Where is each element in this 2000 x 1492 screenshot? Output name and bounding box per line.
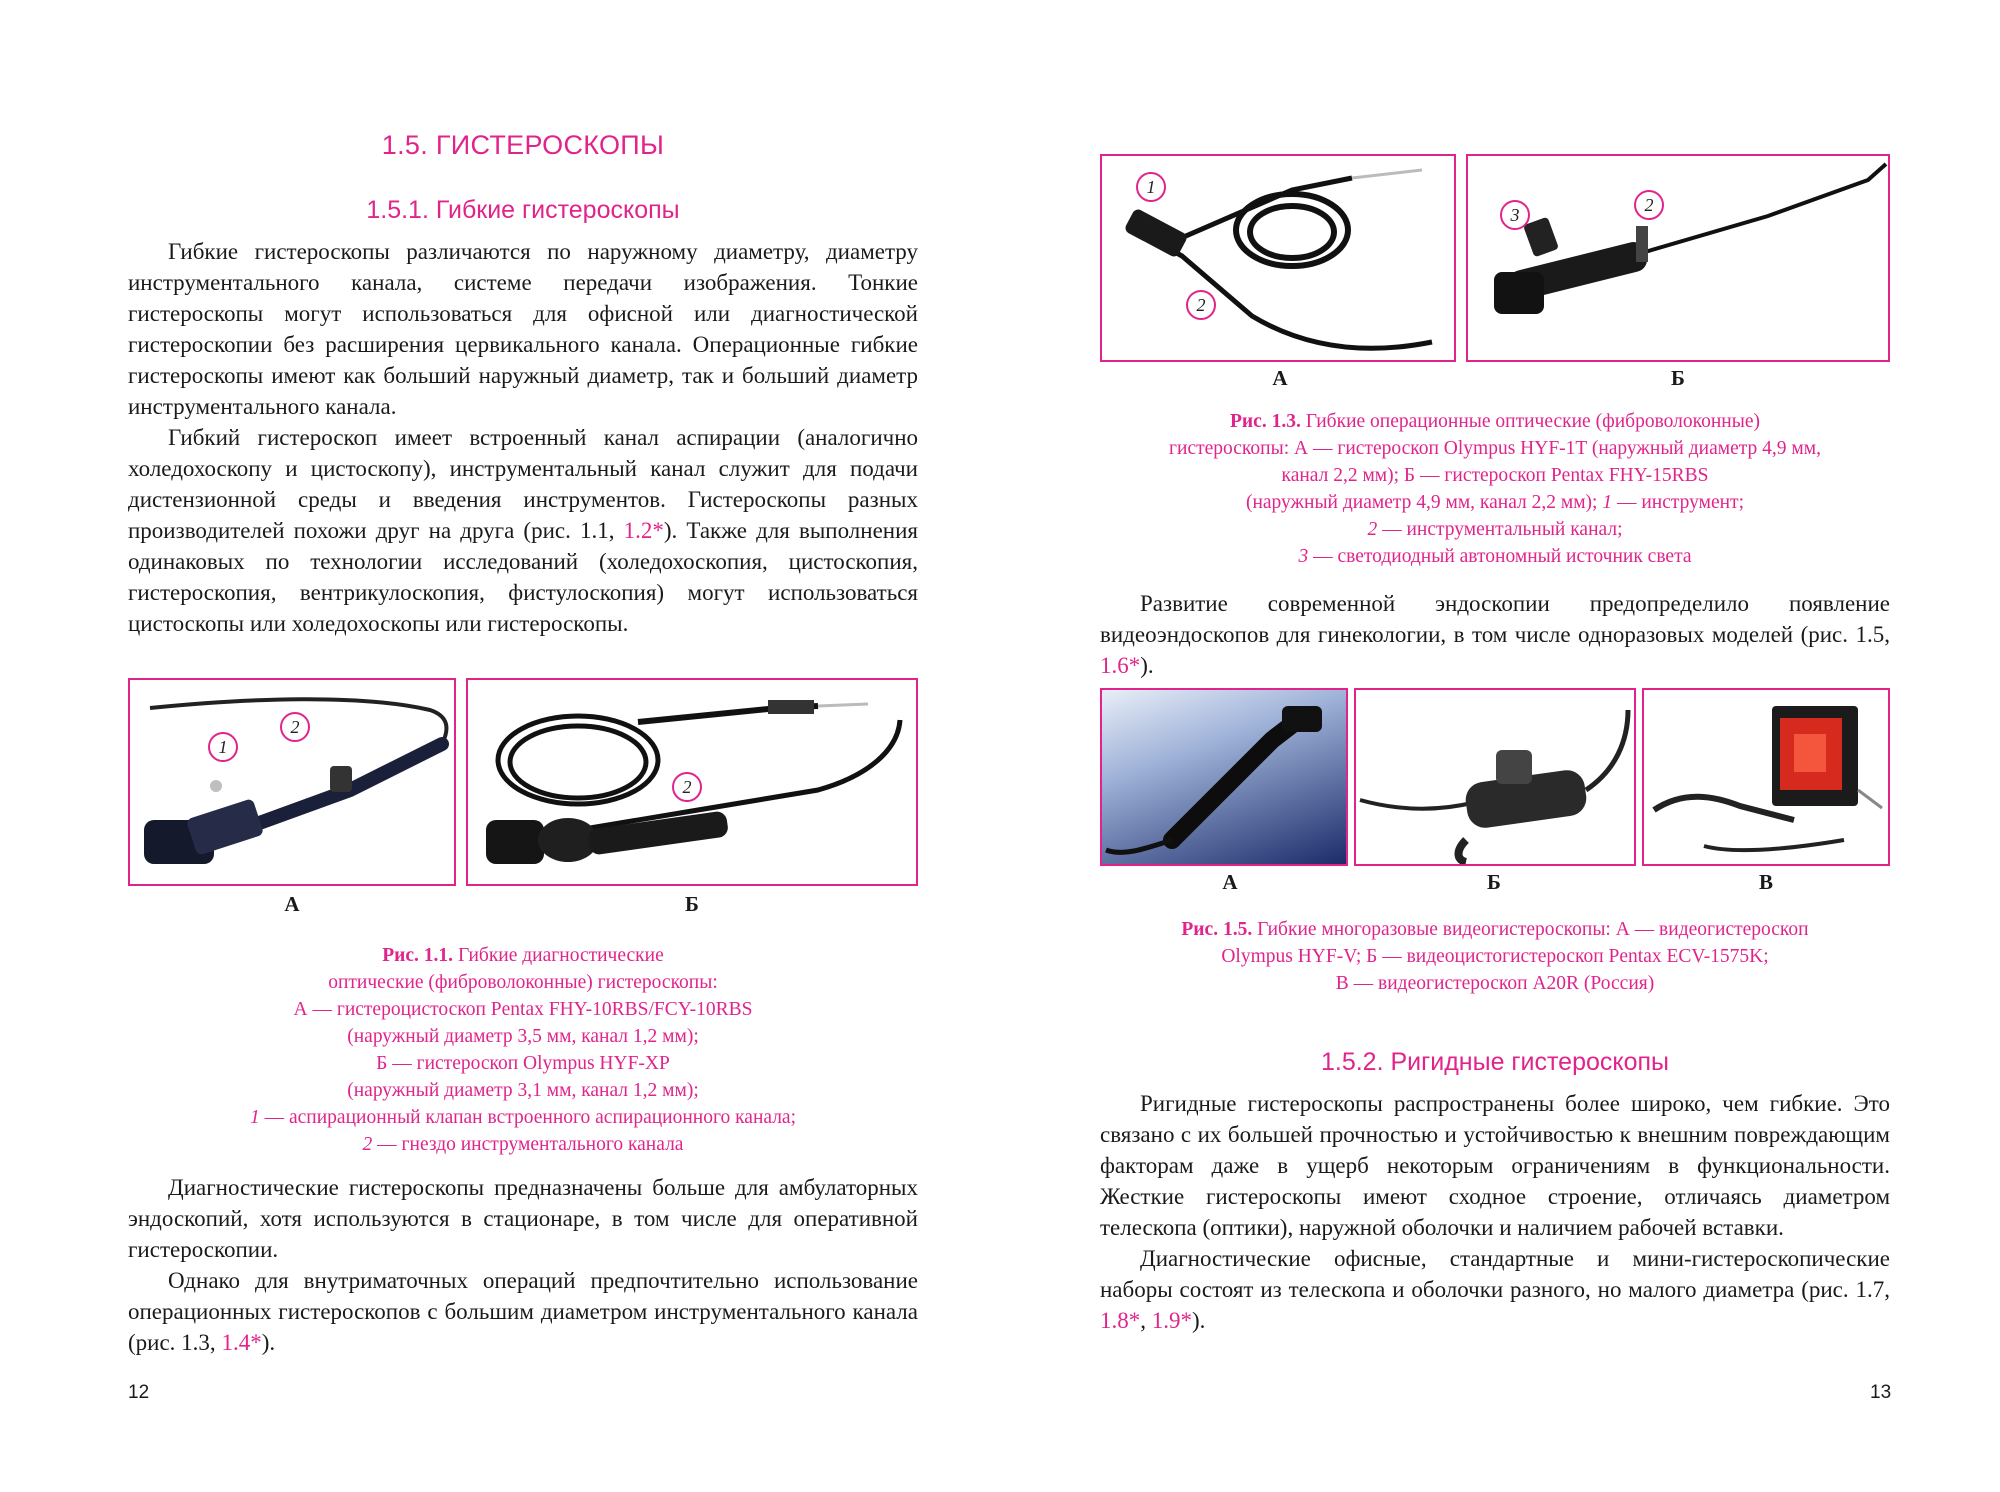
figure-label-a: А [1222,870,1238,894]
figure-ref-link[interactable]: 1.8* [1100,1308,1141,1333]
figure-ref-link[interactable]: 1.2* [623,518,664,543]
caption-line: Б — гистероскоп Olympus HYF-XP [376,1053,670,1074]
figure-ref-link[interactable]: 1.9* [1151,1308,1192,1333]
paragraph [1100,1243,1890,1336]
callout-2: 2 [1186,290,1216,320]
paragraph [128,422,918,639]
text-run: Однако для внутриматочных операций предпочтительно использование операционных гистероскопов с большим диаметром инструментального канала (рис. 1.3, [128,1268,918,1355]
figure-ref-link[interactable]: 1.6* [1100,653,1141,678]
text-run: ). [1192,1308,1206,1333]
left-text-block-1 [128,236,918,639]
caption-line: — инструментальный канал; [1382,519,1623,540]
paragraph: Гибкие гистероскопы различаются по наружному диаметру, диаметру инструментального канала, системе передачи изображения. Тонкие гистероскопы могут использоваться для офисной или диагностической гистероскопии без расширения цервикального канала. Операционные гибкие гистероскопы имеют как больший наружный диаметр, так и больший диаметр инструментального канала. [128,239,918,419]
figure-label-a: А [1272,366,1288,390]
caption-line: А — гистероцистоскоп Pentax FHY-10RBS/FCY-10RBS [293,999,753,1020]
figure-1-5-image-b [1354,688,1636,866]
caption-title: Рис. 1.1. [382,945,454,966]
callout-1: 1 [1136,172,1166,202]
caption-number: 3 [1298,546,1309,567]
callout-2: 2 [672,772,702,802]
callout-2: 2 [1634,190,1664,220]
caption-line: Гибкие операционные оптические (фиброволоконные) [1305,411,1760,432]
text-run: ). [1140,653,1154,678]
text-run: ). [261,1330,276,1355]
figure-label-c: В [1758,870,1773,894]
figure-label-b: Б [1487,870,1501,894]
subsection-heading: 1.5.2. Ригидные гистероскопы [1320,1048,1670,1076]
page-number: 13 [1870,1382,1892,1403]
paragraph [1100,588,1890,681]
caption-line: — гнездо инструментального канала [377,1134,684,1155]
section-heading: 1.5. ГИСТЕРОСКОПЫ [381,130,665,160]
figure-label-b: Б [685,892,699,916]
hysteroscope-illustration [1468,156,1888,360]
videohysteroscope-illustration [1102,690,1346,864]
caption-line: — светодиодный автономный источник света [1313,546,1692,567]
caption-line: гистероскопы: А — гистероскоп Olympus HYF-1T (наружный диаметр 4,9 мм, [1169,438,1821,459]
callout-1: 1 [208,732,238,762]
left-text-block-2 [128,1172,918,1358]
right-text-block-1 [1100,588,1890,681]
caption-line: Olympus HYF-V; Б — видеоцистогистероскоп Pentax ECV-1575K; [1221,946,1769,967]
caption-number: 2 [1367,519,1378,540]
caption-line: — инструмент; [1616,492,1745,513]
right-page [1000,0,2000,1492]
caption-title: Рис. 1.5. [1181,919,1253,940]
text-run: Гибкий гистероскоп имеет встроенный канал аспирации (аналогично холедохоскопу и цистоскопу), инструментальный канал служит для подачи дистензионной среды и введения инструментов. Гистероскопы разных производителей похожи друг на друга (рис. 1.1, [128,425,918,543]
text-run: Развитие современной эндоскопии предопределило появление видеоэндоскопов для гинекологии, в том числе одноразовых моделей (рис. 1.5, [1100,591,1890,647]
figure-ref-link[interactable]: 1.4* [221,1330,262,1355]
caption-title: Рис. 1.3. [1230,411,1301,432]
caption-line: (наружный диаметр 3,5 мм, канал 1,2 мм); [347,1026,699,1047]
paragraph [128,1265,918,1358]
figure-1-5-image-a [1100,688,1348,866]
paragraph: Ригидные гистероскопы распространены более широко, чем гибкие. Это связано с их большей прочностью и устойчивостью к внешним повреждающим факторам даже в ущерб некоторым ограничениям в функциональности. Жесткие гистероскопы имеют сходное строение, отличаясь диаметром телескопа (оптики), наружной оболочки и наличием рабочей вставки. [1100,1091,1890,1240]
right-text-block-2 [1100,1088,1890,1336]
caption-number: 1 [1602,492,1613,513]
videohysteroscope-illustration [1644,690,1888,864]
page-number: 12 [128,1382,150,1403]
subsection-heading: 1.5.1. Гибкие гистероскопы [366,196,680,224]
figure-1-1-image-a [128,678,456,886]
figure-1-3-caption [1100,408,1890,570]
figure-1-1-image-b [466,678,918,886]
caption-line: (наружный диаметр 3,1 мм, канал 1,2 мм); [347,1080,699,1101]
figure-1-1-caption [128,942,918,1158]
hysteroscope-illustration [130,680,454,884]
callout-2: 2 [280,712,310,742]
figure-1-5-image-c [1642,688,1890,866]
text-run: , [1140,1308,1146,1333]
figure-1-3-image-a [1100,154,1456,362]
figure-1-5-caption [1100,916,1890,997]
videohysteroscope-illustration [1356,690,1634,864]
figure-1-3-image-b [1466,154,1890,362]
figure-label-a: А [284,892,300,916]
caption-line: — аспирационный клапан встроенного аспирационного канала; [264,1107,797,1128]
caption-number: 2 [362,1134,373,1155]
caption-line: оптические (фиброволоконные) гистероскопы: [328,972,718,993]
caption-line: Гибкие диагностические [457,945,664,966]
text-run: ). Также для выполнения одинаковых по технологии исследований (холедохоскопия, цистоскопия, гистероскопия, вентрикулоскопия, фистулоскопия) могут использоваться цистоскопы или холедохоскопы или гистероскопы. [128,518,918,636]
figure-label-b: Б [1671,366,1685,390]
caption-line: В — видеогистероскоп A20R (Россия) [1335,973,1655,994]
caption-line: канал 2,2 мм); Б — гистероскоп Pentax FHY-15RBS [1281,465,1709,486]
text-run: Диагностические офисные, стандартные и мини-гистероскопические наборы состоят из телескопа и оболочки разного, но малого диаметра (рис. 1.7, [1100,1246,1890,1302]
paragraph: Диагностические гистероскопы предназначены больше для амбулаторных эндоскопий, хотя используются в стационаре, в том числе для оперативной гистероскопии. [128,1175,918,1262]
callout-3: 3 [1500,200,1530,230]
caption-line: (наружный диаметр 4,9 мм, канал 2,2 мм); [1245,492,1598,513]
caption-line: Гибкие многоразовые видеогистероскопы: А — видеогистероскоп [1257,919,1809,940]
caption-number: 1 [249,1107,260,1128]
